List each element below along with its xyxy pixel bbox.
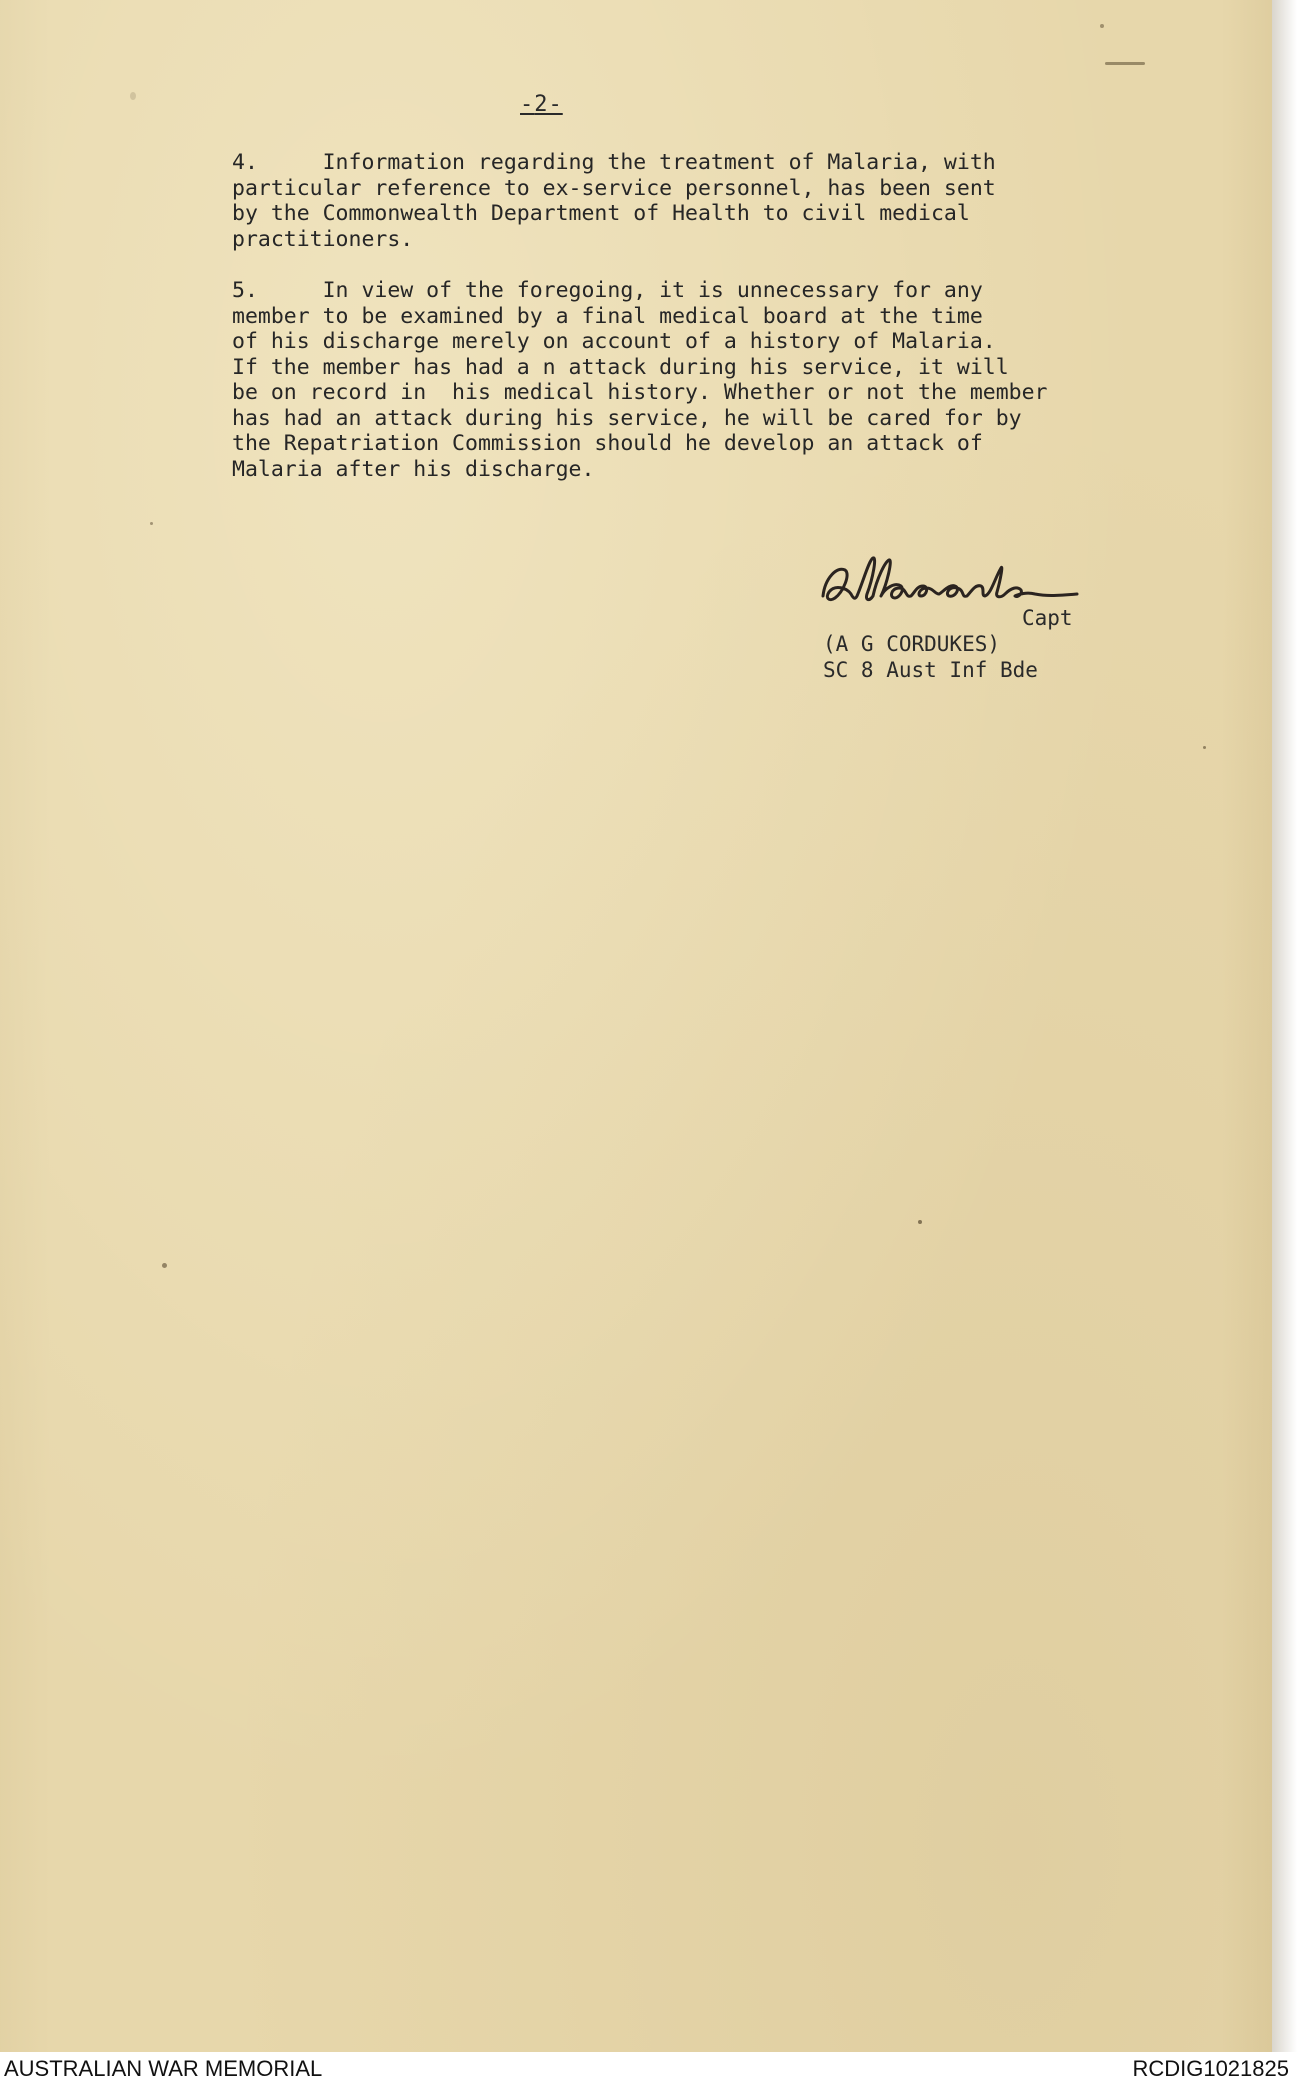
paper-speck xyxy=(1100,24,1104,28)
archive-footer xyxy=(0,2052,1297,2082)
paper-speck xyxy=(918,1220,922,1224)
paper-speck xyxy=(162,1263,167,1268)
page-number-value: 2 xyxy=(534,92,549,117)
page-number-prefix: - xyxy=(520,92,535,117)
signature-rank: Capt xyxy=(1022,606,1073,630)
paragraph-4: 4. Information regarding the treatment of Malaria, with particular reference to ex-service personnel, has been sent by the Commonwealth Department of Health to civil medical practitioners. xyxy=(232,150,996,252)
paper-speck xyxy=(1203,746,1206,749)
signatory-name: (A G CORDUKES) xyxy=(823,632,1001,656)
page-number-suffix: - xyxy=(548,92,563,117)
institution-label: AUSTRALIAN WAR MEMORIAL xyxy=(4,2056,323,2081)
paper-smudge xyxy=(130,92,136,100)
paper-mark xyxy=(1105,62,1145,65)
signatory-unit: SC 8 Aust Inf Bde xyxy=(823,658,1038,682)
paper-speck xyxy=(150,522,153,525)
paragraph-5: 5. In view of the foregoing, it is unnecessary for any member to be examined by a final medical board at the time of his discharge merely on account of a history of Malaria. If the member has had a n attack during his service, it will be on record in his medical history. Whether or not the member has had an attack during his service, he will be cared for by the Repatriation Commission should he develop an attack of Malaria after his discharge. xyxy=(232,278,1048,482)
page-number xyxy=(520,92,563,117)
page-edge-shadow xyxy=(1272,0,1297,2052)
record-id-label: RCDIG1021825 xyxy=(1132,2056,1289,2081)
